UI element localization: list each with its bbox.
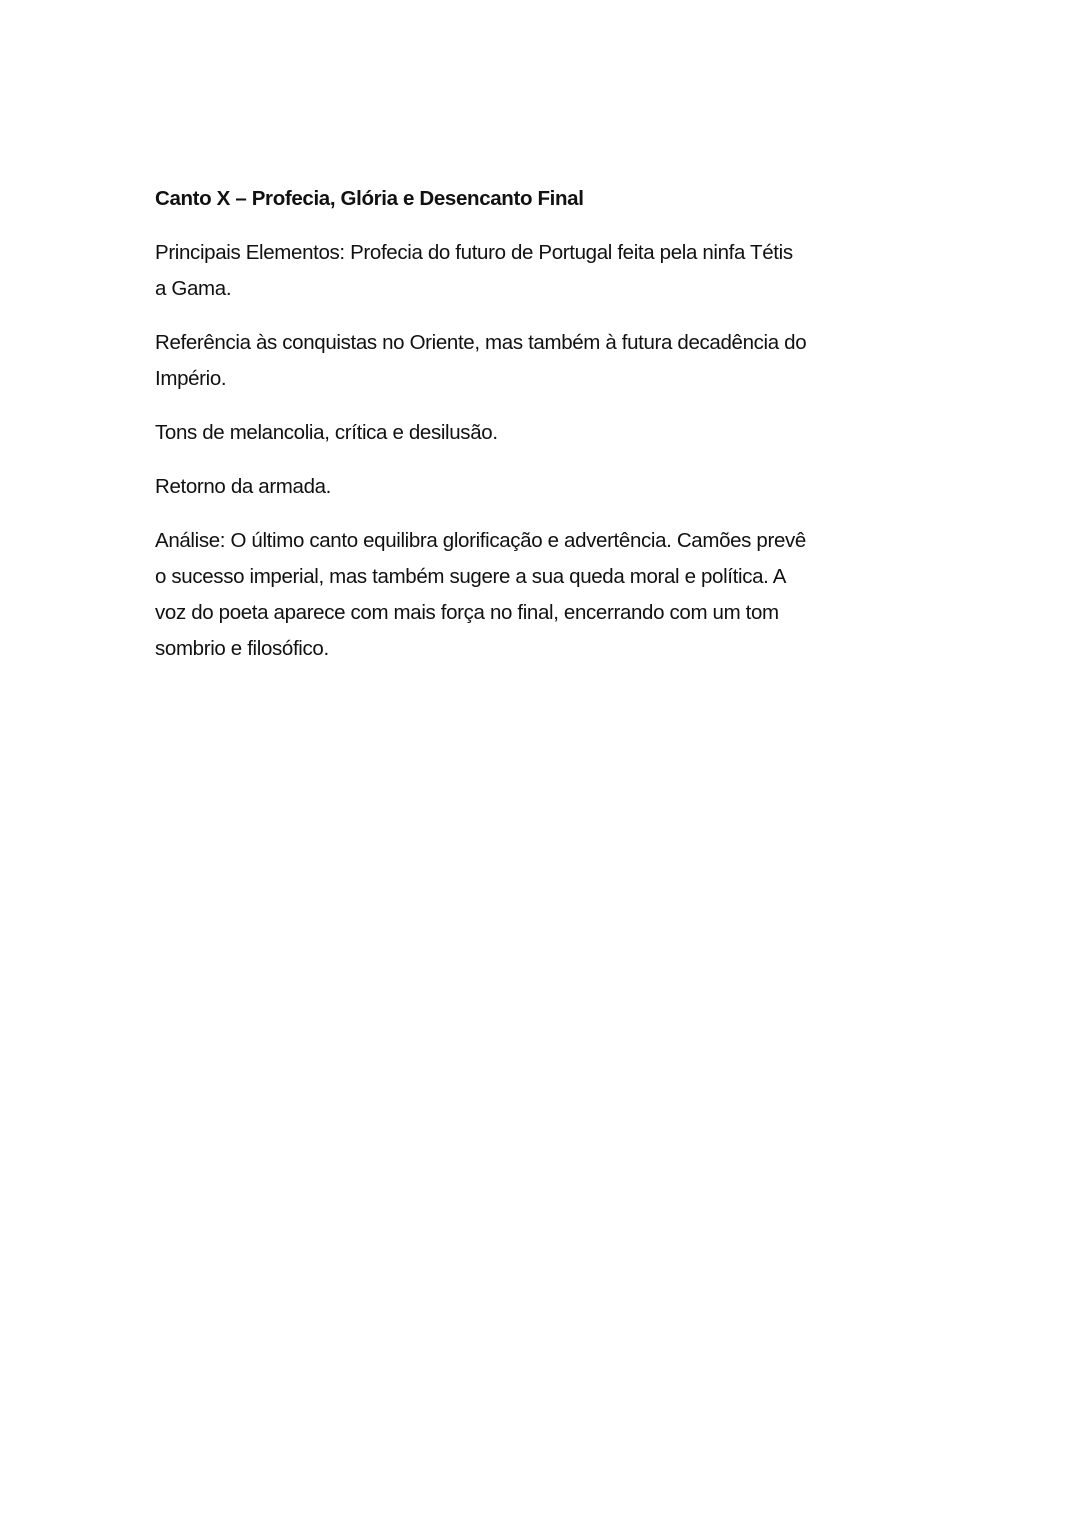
paragraph-tones: Tons de melancolia, crítica e desilusão. (155, 421, 498, 444)
paragraph-conquests: Referência às conquistas no Oriente, mas também à futura decadência do Império. (155, 331, 807, 390)
paragraph-analysis: Análise: O último canto equilibra glorificação e advertência. Camões prevê o sucesso imperial, mas também sugere a sua queda moral e política. A voz do poeta aparece com mais força no final, encerrando com um tom sombrio e filosófico. (155, 529, 806, 660)
paragraph-main-elements: Principais Elementos: Profecia do futuro de Portugal feita pela ninfa Tétis a Gama. (155, 241, 793, 300)
section-heading: Canto X – Profecia, Glória e Desencanto Final (155, 187, 584, 210)
document-page (155, 181, 935, 685)
paragraph-return: Retorno da armada. (155, 475, 332, 498)
